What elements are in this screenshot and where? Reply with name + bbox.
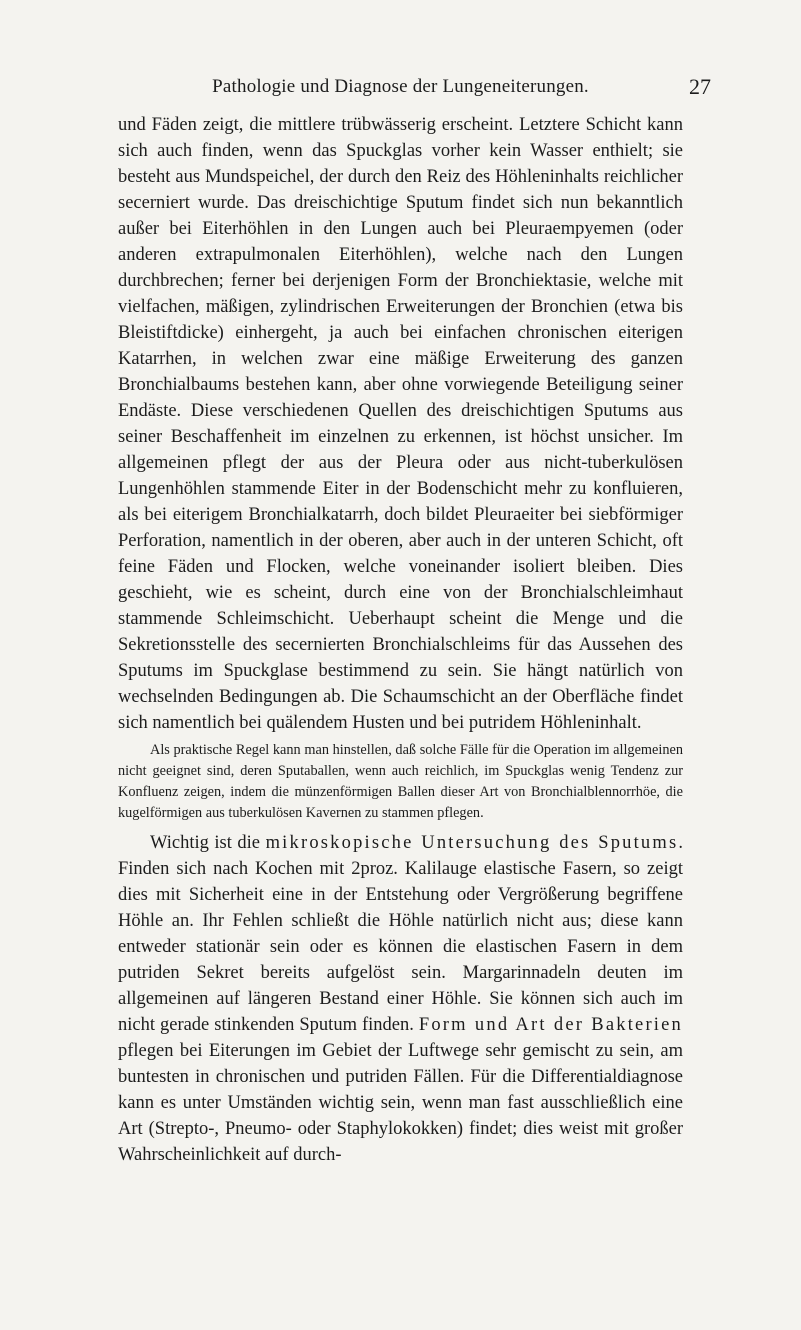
- paragraph-1: und Fäden zeigt, die mittlere trübwässerig erscheint. Letztere Schicht kann sich auch finden, wenn das Spuckglas vorher kein Wasser enthielt; sie besteht aus Mundspeichel, der durch den Reiz des Höhleninhalts reichlicher secerniert wurde. Das dreischichtige Sputum findet sich nun bekanntlich außer bei Eiterhöhlen in den Lungen auch bei Pleuraempyemen (oder anderen extrapulmonalen Eiterhöhlen), welche nach den Lungen durchbrechen; ferner bei derjenigen Form der Bronchiektasie, welche mit vielfachen, mäßigen, zylindrischen Erweiterungen der Bronchien (etwa bis Bleistiftdicke) einhergeht, ja auch bei einfachen chronischen eiterigen Katarrhen, in welchen zwar eine mäßige Erweiterung des ganzen Bronchialbaums bestehen kann, aber ohne vorwiegende Beteiligung seiner Endäste. Diese verschiedenen Quellen des dreischichtigen Sputums aus seiner Beschaffenheit im einzelnen zu erkennen, ist höchst unsicher. Im allgemeinen pflegt der aus der Pleura oder aus nicht-tuberkulösen Lungenhöhlen stammende Eiter in der Bodenschicht mehr zu konfluieren, als bei eiterigem Bronchialkatarrh, doch bildet Pleuraeiter bei siebförmiger Perforation, namentlich in der oberen, aber auch in der unteren Schicht, oft feine Fäden und Flocken, welche voneinander isoliert bleiben. Dies geschieht, wie es scheint, durch eine von der Bronchialschleimhaut stammende Schleimschicht. Ueberhaupt scheint die Menge und die Sekretionsstelle des secernierten Bronchialschleims für das Aussehen des Sputums im Spuckglase bestimmend zu sein. Sie hängt natürlich von wechselnden Bedingungen ab. Die Schaumschicht an der Oberfläche findet sich namentlich bei quälendem Husten und bei putridem Höhleninhalt.: [118, 115, 683, 733]
- page-header: [0, 76, 801, 102]
- small-print-paragraph: Als praktische Regel kann man hinstellen, daß solche Fälle für die Operation im allgemeinen nicht geeignet sind, deren Sputaballen, wenn auch reichlich, im Spuckglas wenig Tendenz zur Konfluenz zeigen, indem die münzenförmigen Ballen dieser Art von Bronchialblennorrhöe, die kugelförmigen aus tuberkulösen Kavernen zu stammen pflegen.: [118, 742, 683, 821]
- emphasis-bacteria: Form und Art der Bakterien: [418, 1015, 684, 1035]
- page-body: [118, 112, 683, 1168]
- paragraph-2-intro: Wichtig ist die: [150, 833, 261, 853]
- paragraph-2-end: pflegen bei Eiterungen im Gebiet der Luftwege sehr gemischt zu sein, am buntesten in chronischen und putriden Fällen. Für die Differentialdiagnose kann es unter Umständen wichtig sein, wenn man fast ausschließlich eine Art (Strepto-, Pneumo- oder Staphylokokken) findet; dies weist mit großer Wahrscheinlichkeit auf durch-: [118, 1041, 683, 1165]
- paragraph-2-middle: . Finden sich nach Kochen mit 2proz. Kalilauge elastische Fasern, so zeigt dies mit Sicherheit eine in der Entstehung oder Vergrößerung begriffene Höhle an. Ihr Fehlen schließt die Höhle natürlich nicht aus; diese kann entweder stationär sein oder es können die elastischen Fasern in dem putriden Sekret bereits aufgelöst sein. Margarinnadeln deuten im allgemeinen auf längeren Bestand einer Höhle. Sie können sich auch im nicht gerade stinkenden Sputum finden.: [118, 833, 683, 1035]
- running-title: Pathologie und Diagnose der Lungeneiterungen.: [212, 76, 589, 97]
- page-number: 27: [689, 74, 711, 99]
- paragraph-2: [118, 830, 683, 1168]
- emphasis-microscopic-examination: mikroskopische Untersuchung des Sputums: [265, 833, 679, 853]
